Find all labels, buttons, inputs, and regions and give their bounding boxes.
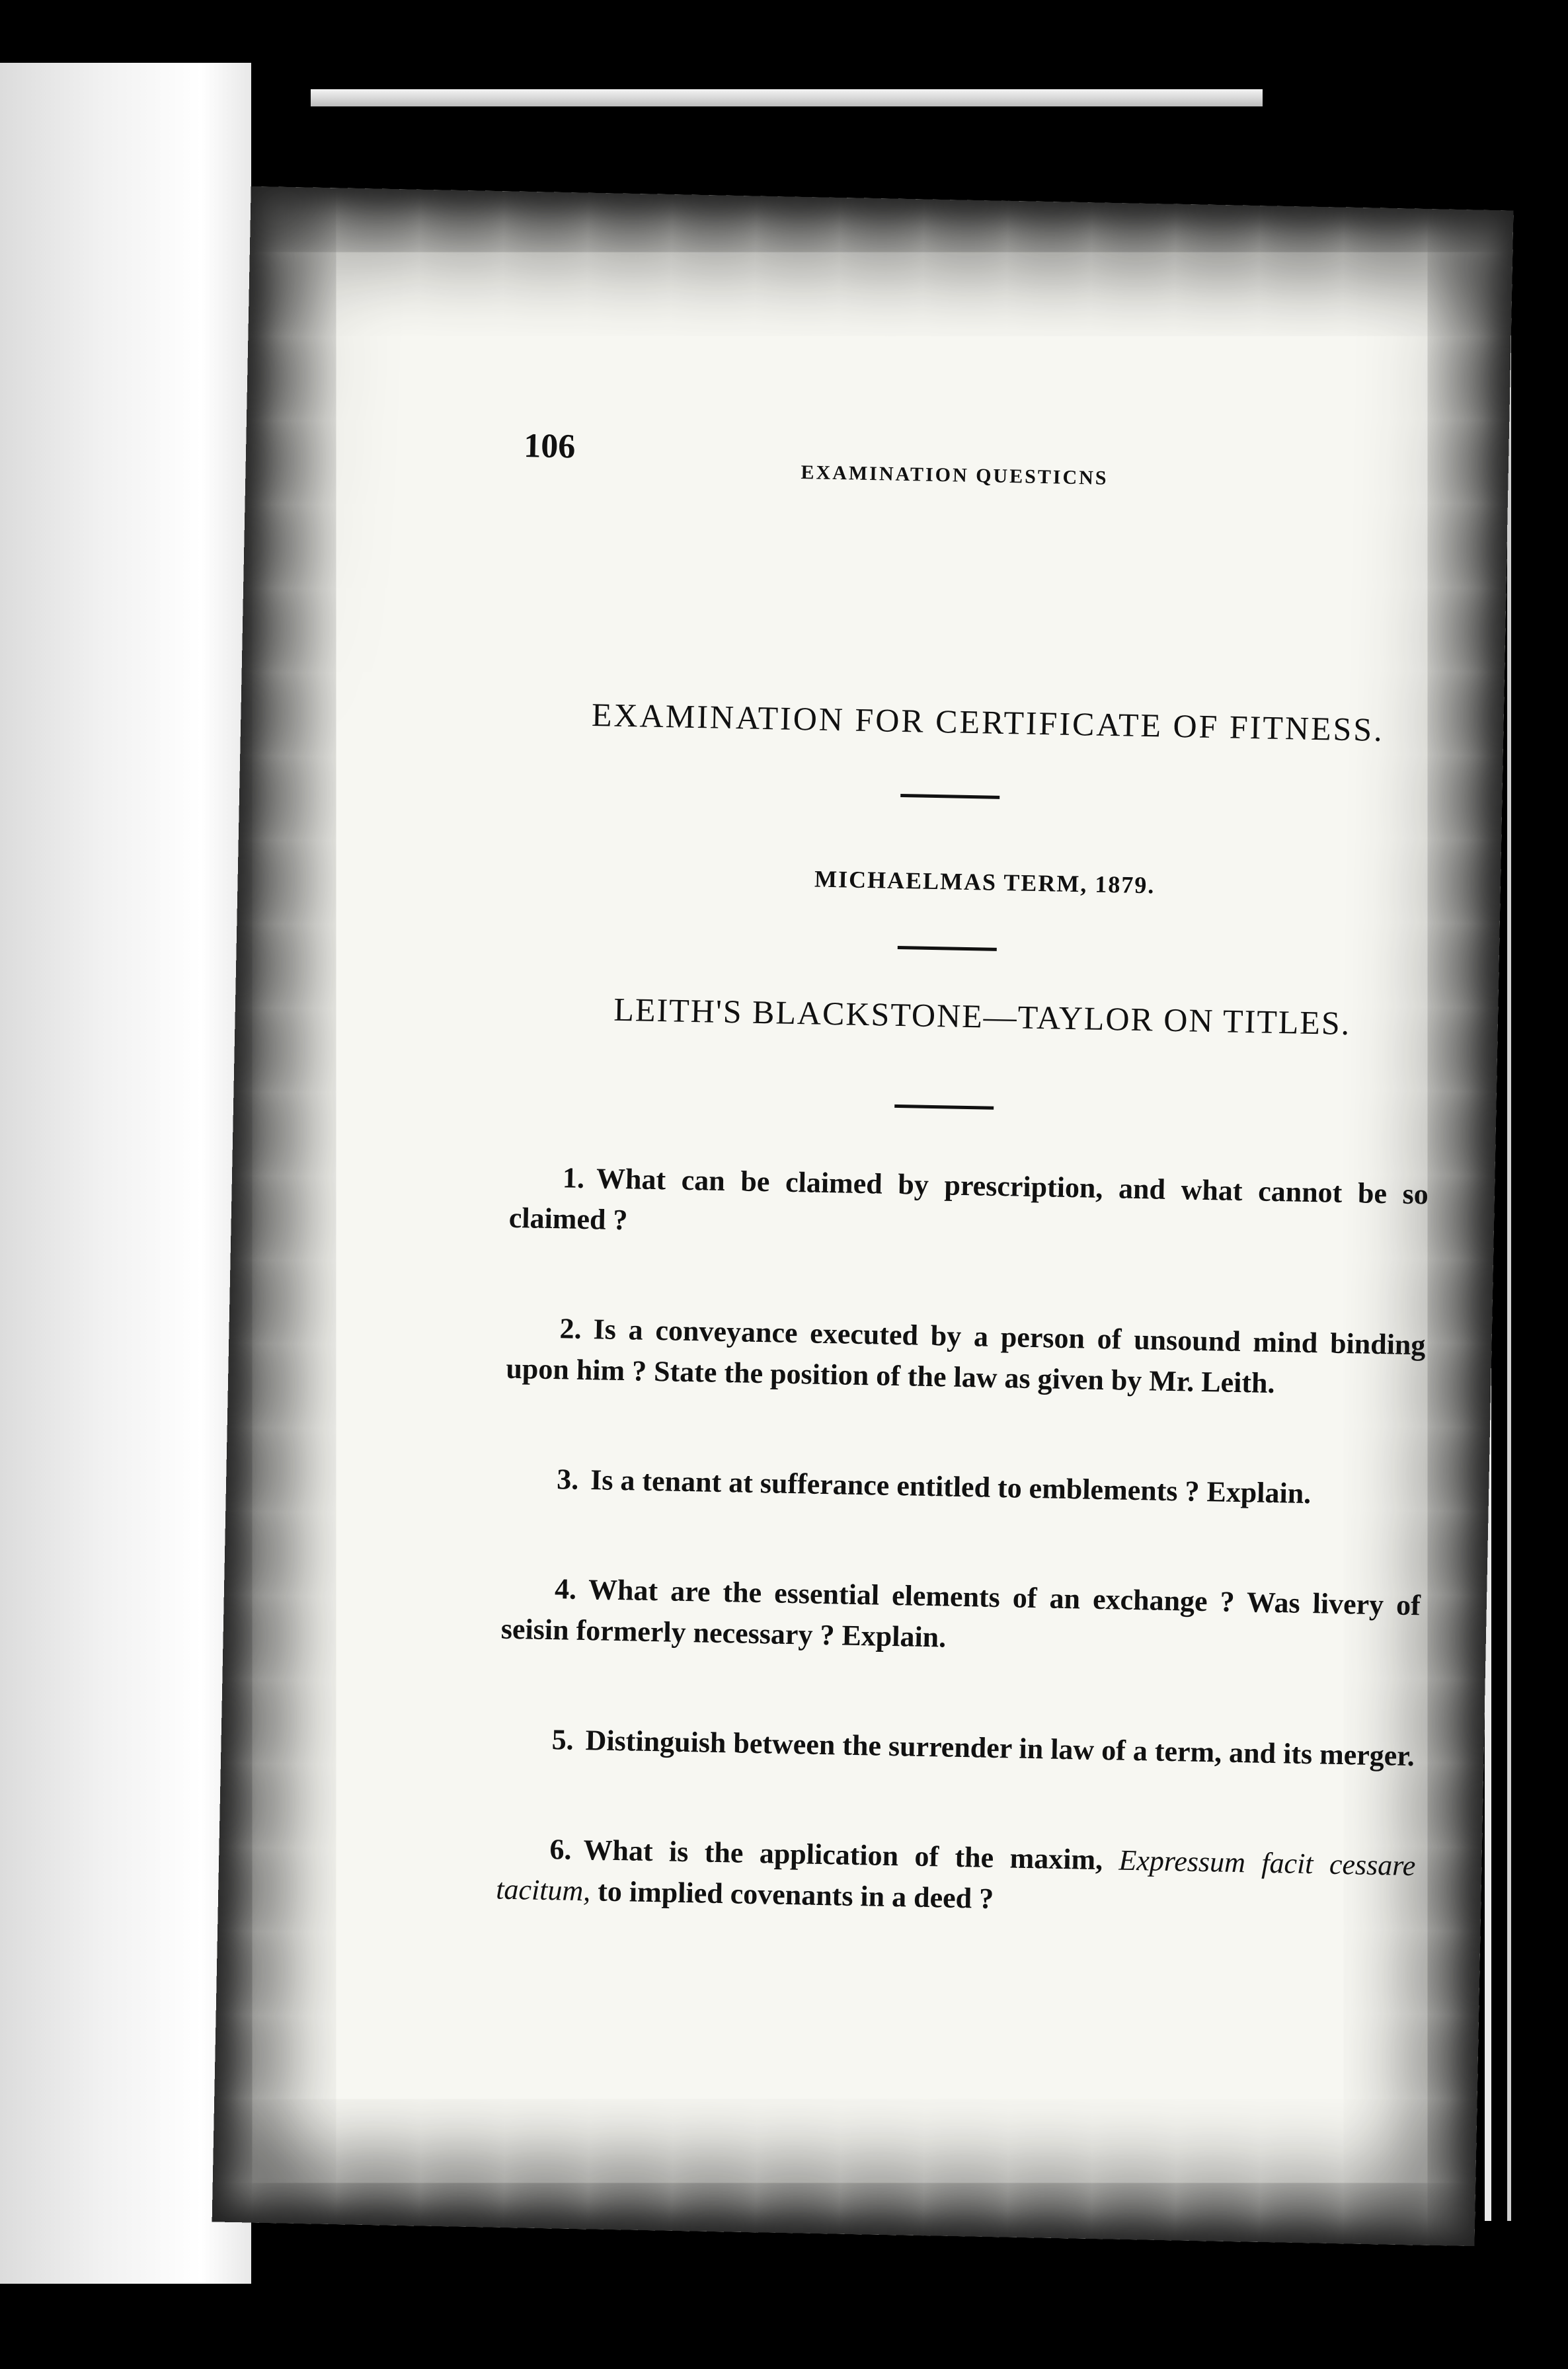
paper-strip bbox=[311, 89, 1263, 106]
question-text: Distinguish between the surrender in law of a term, and its merger. bbox=[585, 1724, 1415, 1773]
question-item bbox=[506, 1307, 1426, 1407]
running-head: EXAMINATION QUESTICNS bbox=[801, 461, 1109, 489]
question-item bbox=[508, 1157, 1429, 1257]
divider-rule bbox=[894, 1105, 994, 1110]
exam-title: EXAMINATION FOR CERTIFICATE OF FITNESS. bbox=[591, 695, 1385, 748]
question-number: 4. bbox=[554, 1573, 577, 1606]
question-list bbox=[494, 1157, 1429, 1996]
question-item bbox=[498, 1719, 1418, 1777]
question-text: What is the application of the maxim, bbox=[583, 1834, 1120, 1877]
question-item bbox=[500, 1568, 1421, 1668]
term-heading: MICHAELMAS TERM, 1879. bbox=[814, 865, 1156, 899]
page-number: 106 bbox=[523, 426, 576, 466]
subject-heading: LEITH'S BLACKSTONE—TAYLOR ON TITLES. bbox=[613, 990, 1351, 1042]
facing-page-edge bbox=[0, 63, 251, 2284]
question-text: What are the essential elements of an exchange ? Was livery of seisin formerly necessary ? Explain. bbox=[500, 1573, 1421, 1654]
divider-rule bbox=[898, 946, 997, 951]
question-number: 5. bbox=[551, 1723, 574, 1756]
question-number: 3. bbox=[556, 1463, 579, 1496]
question-number: 6. bbox=[549, 1833, 572, 1866]
question-item bbox=[504, 1458, 1423, 1517]
question-text: Is a conveyance executed by a person of unsound mind binding upon him ? State the position of the law as given by Mr. Leith. bbox=[506, 1313, 1426, 1400]
page-edge-line bbox=[1507, 278, 1511, 2221]
question-text: to implied covenants in a deed ? bbox=[590, 1875, 994, 1915]
question-number: 1. bbox=[562, 1161, 585, 1194]
question-item bbox=[496, 1828, 1416, 1928]
question-text: What can be claimed by prescription, and what cannot be so claimed ? bbox=[508, 1162, 1429, 1237]
divider-rule bbox=[900, 794, 1000, 799]
question-text: Is a tenant at sufferance entitled to emblements ? Explain. bbox=[590, 1463, 1312, 1510]
scanned-page bbox=[212, 186, 1514, 2246]
page-content bbox=[212, 186, 1514, 2246]
question-number: 2. bbox=[559, 1312, 582, 1345]
latin-maxim: Expressum facit cessare tacitum, bbox=[495, 1844, 1416, 1908]
